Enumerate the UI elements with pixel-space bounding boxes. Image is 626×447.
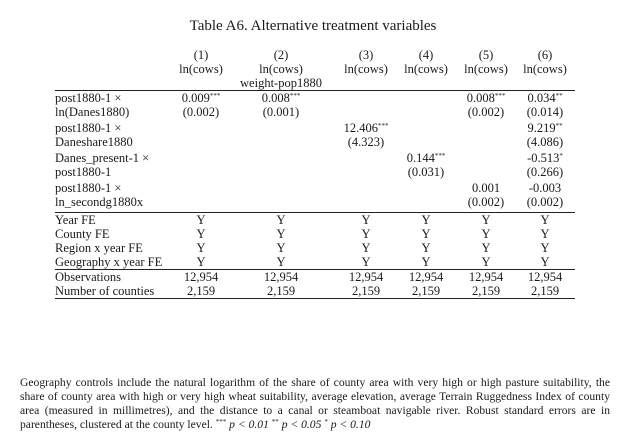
sig-marker: ** — [271, 418, 279, 426]
p-threshold: p < 0.01 — [229, 418, 269, 431]
standard-error-cell — [457, 165, 515, 181]
fixed-effect-cell: Y — [421, 213, 431, 227]
coefficient-cell — [515, 121, 575, 135]
fixed-effect-cell: Y — [276, 241, 286, 255]
standard-error-cell: (4.323) — [347, 135, 385, 149]
significance-stars: *** — [377, 122, 389, 130]
standard-error-cell — [457, 135, 515, 151]
statistics-cell: 2,159 — [515, 284, 575, 299]
coefficient-cell — [457, 151, 515, 165]
coefficient-value: 0.034 — [527, 91, 556, 105]
standard-error-cell — [225, 135, 337, 151]
standard-error-cell — [337, 195, 395, 213]
standard-error-row — [55, 195, 575, 213]
variable-label: ln_secondg1880x — [55, 195, 177, 213]
coefficient-cell — [177, 181, 225, 195]
coefficient-cell — [177, 121, 225, 135]
significance-stars: * — [559, 152, 563, 160]
coefficient-row — [55, 151, 575, 165]
standard-error-row — [55, 165, 575, 181]
statistics-cell: 2,159 — [337, 284, 395, 299]
dependent-variable: ln(cows) — [515, 62, 575, 91]
coefficient-value: 12.406 — [343, 121, 378, 135]
coefficient-value: 0.144 — [406, 151, 435, 165]
coefficient-value: 9.219 — [527, 121, 556, 135]
fixed-effect-row — [55, 213, 575, 228]
coefficient-cell — [515, 151, 575, 165]
standard-error-cell: (0.002) — [182, 105, 220, 119]
coefficient-value: -0.003 — [528, 181, 562, 195]
statistics-label: Number of counties — [55, 284, 177, 299]
fixed-effect-cell: Y — [540, 227, 550, 241]
fixed-effect-row — [55, 241, 575, 255]
fixed-effect-cell: Y — [361, 213, 371, 227]
sig-marker: * — [324, 418, 328, 426]
coefficient-cell — [337, 151, 395, 165]
statistics-row — [55, 270, 575, 285]
statistics-label: Observations — [55, 270, 121, 284]
fixed-effect-cell: Y — [421, 227, 431, 241]
standard-error-cell — [395, 135, 457, 151]
standard-error-cell — [177, 195, 225, 213]
variable-label: post1880-1 — [55, 165, 112, 179]
standard-error-cell: (0.014) — [526, 105, 564, 119]
fixed-effect-cell: Y — [540, 213, 550, 227]
standard-error-cell — [225, 165, 337, 181]
dependent-variable: ln(cows) — [457, 62, 515, 91]
fixed-effect-cell: Y — [276, 213, 286, 227]
standard-error-cell: (0.031) — [407, 165, 445, 179]
corner-cell — [55, 62, 177, 91]
coefficient-cell — [395, 151, 457, 165]
column-number: (6) — [537, 48, 553, 62]
coefficient-value: 0.008 — [466, 91, 495, 105]
sig-marker: *** — [215, 418, 227, 426]
variable-label: Danes_present-1 × — [55, 151, 150, 165]
variable-label: post1880-1 × — [55, 181, 122, 195]
variable-label: post1880-1 × — [55, 91, 122, 105]
standard-error-cell — [395, 195, 457, 213]
fixed-effect-row — [55, 255, 575, 270]
fixed-effect-label: County FE — [55, 227, 110, 241]
standard-error-cell — [337, 105, 395, 121]
dependent-variable: ln(cows) — [337, 62, 395, 91]
standard-error-row — [55, 135, 575, 151]
column-number-row — [55, 48, 575, 62]
column-number: (3) — [358, 48, 374, 62]
statistics-row — [55, 284, 575, 299]
coefficient-cell — [337, 181, 395, 195]
fixed-effect-label: Year FE — [55, 213, 96, 227]
p-threshold: p < 0.10 — [330, 418, 371, 431]
standard-error-cell: (0.266) — [526, 165, 564, 179]
statistics-cell: 12,954 — [263, 270, 299, 284]
coefficient-cell — [457, 121, 515, 135]
fixed-effect-cell: Y — [481, 213, 491, 227]
coefficient-cell — [395, 91, 457, 106]
standard-error-cell — [225, 195, 337, 213]
table-note — [20, 376, 610, 432]
statistics-cell: 12,954 — [408, 270, 444, 284]
corner-cell — [55, 48, 177, 62]
table-title: Table A6. Alternative treatment variables — [189, 18, 437, 34]
significance-stars: ** — [555, 92, 563, 100]
column-number: (2) — [273, 48, 289, 62]
coefficient-value: -0.513 — [527, 151, 560, 165]
p-threshold: p < 0.05 — [281, 418, 322, 431]
coefficient-cell — [515, 91, 575, 106]
fixed-effect-cell: Y — [177, 255, 225, 270]
coefficient-cell — [337, 91, 395, 106]
fixed-effect-cell: Y — [196, 241, 206, 255]
coefficient-cell — [177, 91, 225, 106]
fixed-effect-cell: Y — [457, 255, 515, 270]
coefficient-row — [55, 121, 575, 135]
statistics-cell: 12,954 — [527, 270, 563, 284]
standard-error-cell: (0.002) — [457, 195, 515, 213]
fixed-effect-cell: Y — [395, 255, 457, 270]
standard-error-cell: (4.086) — [526, 135, 564, 149]
statistics-cell: 2,159 — [395, 284, 457, 299]
standard-error-cell — [177, 165, 225, 181]
significance-stars: ** — [555, 122, 563, 130]
coefficient-cell — [457, 181, 515, 195]
coefficient-cell — [395, 181, 457, 195]
regression-table — [55, 48, 575, 299]
fixed-effect-cell: Y — [225, 255, 337, 270]
significance-stars: *** — [494, 92, 506, 100]
coefficient-cell — [395, 121, 457, 135]
coefficient-cell — [515, 181, 575, 195]
dependent-variable: ln(cows) — [177, 62, 225, 91]
standard-error-cell — [177, 135, 225, 151]
coefficient-value: 0.008 — [261, 91, 290, 105]
coefficient-cell — [225, 91, 337, 106]
statistics-cell: 2,159 — [457, 284, 515, 299]
standard-error-row — [55, 105, 575, 121]
fixed-effect-cell: Y — [361, 241, 371, 255]
coefficient-cell — [225, 151, 337, 165]
column-number: (4) — [418, 48, 434, 62]
fixed-effect-cell: Y — [337, 255, 395, 270]
coefficient-row — [55, 91, 575, 106]
coefficient-cell — [177, 151, 225, 165]
statistics-cell: 12,954 — [348, 270, 384, 284]
coefficient-cell — [225, 181, 337, 195]
statistics-cell: 2,159 — [225, 284, 337, 299]
column-number: (1) — [193, 48, 209, 62]
note-text: Geography controls include the natural logarithm of the share of county area with very high or high pasture suitability, the share of county area with high or very high wheat suitability, average elevation, average Terrain Ruggedness Index of county area (measured in millimetres), and the distance to a canal or steamboat navigable river. Robust standard errors are in parentheses, clustered at the county level. — [20, 376, 610, 431]
statistics-cell: 2,159 — [177, 284, 225, 299]
significance-stars: *** — [289, 92, 301, 100]
dependent-variable: ln(cows) weight-pop1880 — [225, 62, 337, 91]
standard-error-cell — [395, 105, 457, 121]
standard-error-cell: (0.001) — [262, 105, 300, 119]
coefficient-cell — [337, 121, 395, 135]
significance-stars: *** — [209, 92, 221, 100]
fixed-effect-cell: Y — [515, 255, 575, 270]
fixed-effect-cell: Y — [196, 213, 206, 227]
coefficient-value: 0.001 — [471, 181, 501, 195]
statistics-cell: 12,954 — [183, 270, 219, 284]
fixed-effect-row — [55, 227, 575, 241]
fixed-effect-cell: Y — [421, 241, 431, 255]
standard-error-cell — [337, 165, 395, 181]
fixed-effect-cell: Y — [361, 227, 371, 241]
variable-label: post1880-1 × — [55, 121, 122, 135]
fixed-effect-cell: Y — [276, 227, 286, 241]
coefficient-row — [55, 181, 575, 195]
fixed-effect-label: Geography x year FE — [55, 255, 177, 270]
statistics-cell: 12,954 — [468, 270, 504, 284]
fixed-effect-cell: Y — [481, 241, 491, 255]
standard-error-cell: (0.002) — [515, 195, 575, 213]
significance-stars: *** — [434, 152, 446, 160]
fixed-effect-cell: Y — [481, 227, 491, 241]
fixed-effect-label: Region x year FE — [55, 241, 143, 255]
variable-label: Daneshare1880 — [55, 135, 133, 149]
variable-label: ln(Danes1880) — [55, 105, 130, 119]
dependent-variable: ln(cows) — [395, 62, 457, 91]
coefficient-cell — [225, 121, 337, 135]
standard-error-cell: (0.002) — [467, 105, 505, 119]
dependent-variable-row — [55, 62, 575, 91]
column-number: (5) — [478, 48, 494, 62]
coefficient-cell — [457, 91, 515, 106]
fixed-effect-cell: Y — [540, 241, 550, 255]
fixed-effect-cell: Y — [196, 227, 206, 241]
coefficient-value: 0.009 — [181, 91, 210, 105]
